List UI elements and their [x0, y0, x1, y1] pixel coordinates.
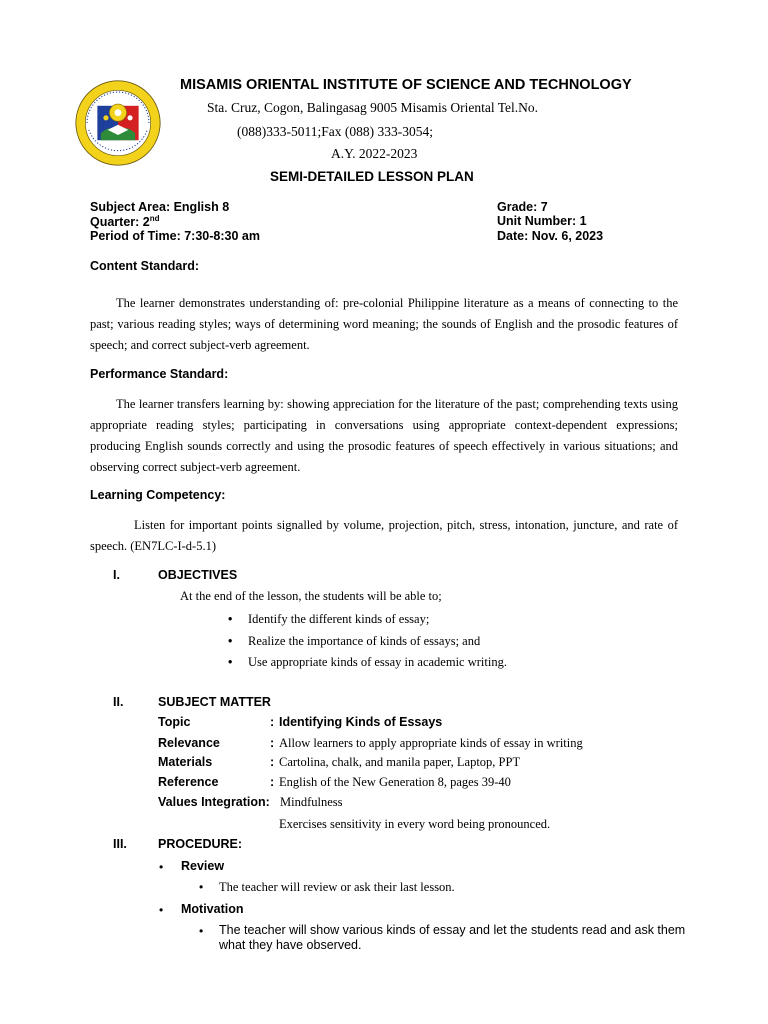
values-integration-note: Exercises sensitivity in every word being pronounced.	[279, 817, 551, 831]
review-heading: Review	[181, 859, 225, 873]
review-bullet: •	[159, 860, 164, 874]
content-standard-heading: Content Standard:	[90, 259, 200, 273]
objective-item: • Use appropriate kinds of essay in academic writing.	[228, 652, 507, 674]
objectives-numeral: I.	[113, 568, 120, 582]
objectives-intro: At the end of the lesson, the students will be able to;	[180, 589, 442, 603]
learning-competency-text: Listen for important points signalled by volume, projection, pitch, stress, intonation, juncture, and rate of speech. (EN7LC-I-d-5.1)	[90, 518, 678, 553]
motivation-heading: Motivation	[181, 902, 244, 916]
address-line-1: Sta. Cruz, Cogon, Balingasag 9005 Misamis Oriental Tel.No.	[207, 100, 539, 115]
objectives-heading: OBJECTIVES	[158, 568, 238, 582]
objective-item: • Identify the different kinds of essay;	[228, 609, 507, 631]
motivation-text: The teacher will show various kinds of essay and let the students read and ask them what they have observed.	[219, 923, 686, 952]
relevance-colon: :	[270, 736, 275, 750]
institution-seal-logo	[75, 80, 161, 166]
topic-value: Identifying Kinds of Essays	[279, 715, 443, 729]
values-integration-label: Values Integration:	[158, 795, 270, 809]
motivation-item-bullet: •	[199, 924, 204, 938]
procedure-heading: PROCEDURE:	[158, 837, 243, 851]
document-title: SEMI-DETAILED LESSON PLAN	[270, 169, 474, 184]
materials-colon: :	[270, 755, 275, 769]
topic-colon: :	[270, 715, 275, 729]
quarter-text: Quarter: 2	[90, 215, 150, 230]
procedure-numeral: III.	[113, 837, 127, 851]
materials-label: Materials	[158, 755, 213, 769]
content-standard-text: The learner demonstrates understanding of: pre-colonial Philippine literature as a means of connecting to the past; various reading styles; ways of determining word meaning; the sounds of English and the prosodic features of speech; and correct subject-verb agreement.	[90, 296, 678, 352]
academic-year: A.Y. 2022-2023	[331, 146, 418, 161]
quarter-suffix: nd	[149, 214, 160, 223]
reference-colon: :	[270, 775, 275, 789]
performance-standard-heading: Performance Standard:	[90, 367, 229, 381]
grade: Grade: 7	[497, 200, 548, 214]
performance-standard-text: The learner transfers learning by: showing appreciation for the literature of the past; comprehending texts using appropriate reading styles; participating in conversations using appropriate context-dependent expressions; producing English sounds correctly and using the prosodic features of speech effectively in various situations; and observing correct subject-verb agreement.	[90, 397, 678, 474]
objective-item: • Realize the importance of kinds of essays; and	[228, 631, 507, 653]
period-of-time: Period of Time: 7:30-8:30 am	[90, 229, 260, 243]
review-item-bullet: •	[199, 880, 204, 894]
institution-name: MISAMIS ORIENTAL INSTITUTE OF SCIENCE AND TECHNOLOGY	[180, 77, 632, 93]
subject-matter-heading: SUBJECT MATTER	[158, 695, 271, 709]
unit-number: Unit Number: 1	[497, 214, 587, 228]
relevance-value: Allow learners to apply appropriate kinds of essay in writing	[279, 736, 583, 750]
subject-matter-numeral: II.	[113, 695, 124, 709]
address-line-2: (088)333-5011;Fax (088) 333-3054;	[237, 124, 433, 139]
topic-label: Topic	[158, 715, 191, 729]
values-integration-value: Mindfulness	[280, 795, 343, 809]
quarter	[90, 214, 160, 229]
motivation-bullet: •	[159, 903, 164, 917]
reference-label: Reference	[158, 775, 219, 789]
review-text: The teacher will review or ask their last lesson.	[219, 880, 455, 894]
learning-competency-heading: Learning Competency:	[90, 488, 226, 502]
subject-area: Subject Area: English 8	[90, 200, 230, 214]
lesson-date: Date: Nov. 6, 2023	[497, 229, 604, 243]
objectives-list	[228, 609, 507, 674]
materials-value: Cartolina, chalk, and manila paper, Laptop, PPT	[279, 755, 521, 769]
reference-value: English of the New Generation 8, pages 39-40	[279, 775, 511, 789]
relevance-label: Relevance	[158, 736, 220, 750]
